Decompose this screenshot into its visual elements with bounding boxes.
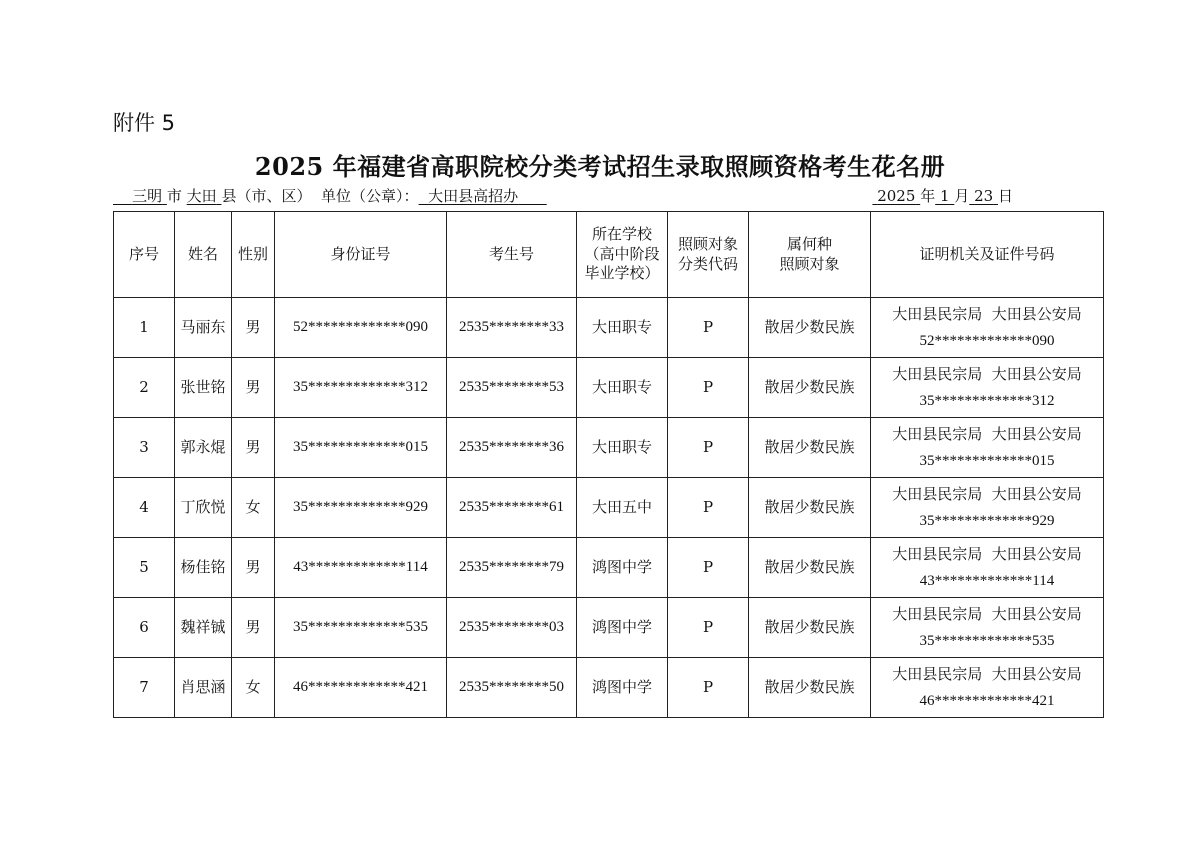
table-header-row xyxy=(114,212,1104,298)
row-exam-number: 2535********53 xyxy=(447,358,577,418)
row-seq: 7 xyxy=(114,658,175,718)
row-code: P xyxy=(668,538,749,598)
row-code: P xyxy=(668,298,749,358)
table-row xyxy=(114,358,1104,418)
row-code: P xyxy=(668,658,749,718)
unit-field: 大田县高招办 xyxy=(428,187,519,205)
row-id-number: 46*************421 xyxy=(275,658,447,718)
header-seq: 序号 xyxy=(114,212,175,298)
row-school: 大田职专 xyxy=(577,358,668,418)
table-row xyxy=(114,598,1104,658)
header-name: 姓名 xyxy=(175,212,232,298)
row-cert-org: 大田县民宗局 大田县公安局 xyxy=(892,545,1082,564)
row-cert-number: 52*************090 xyxy=(919,332,1055,349)
row-cert-number: 35*************929 xyxy=(919,512,1055,529)
header-school xyxy=(577,212,668,298)
row-gender: 男 xyxy=(232,418,275,478)
row-id-number: 35*************312 xyxy=(275,358,447,418)
row-name: 杨佳铭 xyxy=(175,538,232,598)
row-gender: 女 xyxy=(232,658,275,718)
row-id-number: 52*************090 xyxy=(275,298,447,358)
row-name: 肖思涵 xyxy=(175,658,232,718)
row-seq: 6 xyxy=(114,598,175,658)
row-gender: 男 xyxy=(232,538,275,598)
row-school: 鸿图中学 xyxy=(577,598,668,658)
table-row xyxy=(114,418,1104,478)
row-gender: 女 xyxy=(232,478,275,538)
header-code xyxy=(668,212,749,298)
row-name: 张世铭 xyxy=(175,358,232,418)
day-field: 23 xyxy=(974,187,994,205)
header-exam: 考生号 xyxy=(447,212,577,298)
row-exam-number: 2535********03 xyxy=(447,598,577,658)
header-type-line2: 照顾对象 xyxy=(779,254,840,273)
row-name: 魏祥铖 xyxy=(175,598,232,658)
header-cert: 证明机关及证件号码 xyxy=(871,212,1104,298)
row-type: 散居少数民族 xyxy=(749,478,871,538)
row-id-number: 35*************535 xyxy=(275,598,447,658)
header-school-line2: （高中阶段 xyxy=(584,244,660,263)
row-exam-number: 2535********33 xyxy=(447,298,577,358)
header-code-line2: 分类代码 xyxy=(677,254,738,273)
row-cert-org: 大田县民宗局 大田县公安局 xyxy=(892,425,1082,444)
row-exam-number: 2535********50 xyxy=(447,658,577,718)
row-cert xyxy=(871,598,1104,658)
table-row xyxy=(114,658,1104,718)
row-seq: 4 xyxy=(114,478,175,538)
row-gender: 男 xyxy=(232,598,275,658)
county-suffix: 县（市、区） xyxy=(221,187,312,205)
header-id: 身份证号 xyxy=(275,212,447,298)
row-cert xyxy=(871,298,1104,358)
row-name: 丁欣悦 xyxy=(175,478,232,538)
location-unit-line xyxy=(113,185,547,206)
month-suffix: 月 xyxy=(954,187,970,205)
attachment-label: 附件 5 xyxy=(113,111,176,135)
header-gender: 性别 xyxy=(232,212,275,298)
row-id-number: 43*************114 xyxy=(275,538,447,598)
row-cert-org: 大田县民宗局 大田县公安局 xyxy=(892,485,1082,504)
row-type: 散居少数民族 xyxy=(749,598,871,658)
row-seq: 1 xyxy=(114,298,175,358)
row-type: 散居少数民族 xyxy=(749,298,871,358)
row-exam-number: 2535********36 xyxy=(447,418,577,478)
header-code-line1: 照顾对象 xyxy=(677,235,738,253)
row-seq: 2 xyxy=(114,358,175,418)
row-cert-number: 35*************312 xyxy=(919,392,1055,409)
row-code: P xyxy=(668,418,749,478)
header-school-line3: 毕业学校） xyxy=(584,264,660,283)
row-type: 散居少数民族 xyxy=(749,658,871,718)
day-suffix: 日 xyxy=(997,187,1013,205)
row-cert-number: 46*************421 xyxy=(919,692,1055,709)
row-cert xyxy=(871,538,1104,598)
row-seq: 5 xyxy=(114,538,175,598)
year-field: 2025 xyxy=(877,187,916,205)
table-row xyxy=(114,298,1104,358)
header-type-line1: 属何种 xyxy=(786,235,832,253)
row-cert-org: 大田县民宗局 大田县公安局 xyxy=(892,305,1082,324)
row-school: 大田职专 xyxy=(577,418,668,478)
city-field: 三明 xyxy=(132,187,163,205)
row-cert xyxy=(871,478,1104,538)
date-line xyxy=(872,185,1013,206)
row-cert xyxy=(871,658,1104,718)
row-school: 鸿图中学 xyxy=(577,658,668,718)
row-cert-org: 大田县民宗局 大田县公安局 xyxy=(892,365,1082,384)
row-school: 鸿图中学 xyxy=(577,538,668,598)
row-gender: 男 xyxy=(232,358,275,418)
row-exam-number: 2535********79 xyxy=(447,538,577,598)
unit-label: 单位（公章）： xyxy=(321,187,419,205)
row-gender: 男 xyxy=(232,298,275,358)
row-code: P xyxy=(668,478,749,538)
row-cert-org: 大田县民宗局 大田县公安局 xyxy=(892,605,1082,624)
row-school: 大田职专 xyxy=(577,298,668,358)
row-cert-number: 35*************015 xyxy=(919,452,1055,469)
month-field: 1 xyxy=(939,187,950,205)
row-cert-org: 大田县民宗局 大田县公安局 xyxy=(892,665,1082,684)
row-name: 马丽东 xyxy=(175,298,232,358)
row-id-number: 35*************015 xyxy=(275,418,447,478)
row-cert xyxy=(871,358,1104,418)
row-type: 散居少数民族 xyxy=(749,358,871,418)
table-row xyxy=(114,478,1104,538)
row-cert-number: 35*************535 xyxy=(919,632,1055,649)
document-title: 2025 年福建省高职院校分类考试招生录取照顾资格考生花名册 xyxy=(254,152,946,181)
city-suffix: 市 xyxy=(166,187,182,205)
county-field: 大田 xyxy=(186,187,217,205)
year-suffix: 年 xyxy=(920,187,936,205)
row-type: 散居少数民族 xyxy=(749,538,871,598)
table-row xyxy=(114,538,1104,598)
row-type: 散居少数民族 xyxy=(749,418,871,478)
row-name: 郭永焜 xyxy=(175,418,232,478)
header-info xyxy=(113,185,1103,207)
roster-table xyxy=(113,211,1104,718)
row-school: 大田五中 xyxy=(577,478,668,538)
row-code: P xyxy=(668,598,749,658)
row-cert xyxy=(871,418,1104,478)
header-school-line1: 所在学校 xyxy=(591,225,652,244)
row-seq: 3 xyxy=(114,418,175,478)
row-code: P xyxy=(668,358,749,418)
row-cert-number: 43*************114 xyxy=(919,572,1055,589)
row-exam-number: 2535********61 xyxy=(447,478,577,538)
header-type xyxy=(749,212,871,298)
row-id-number: 35*************929 xyxy=(275,478,447,538)
